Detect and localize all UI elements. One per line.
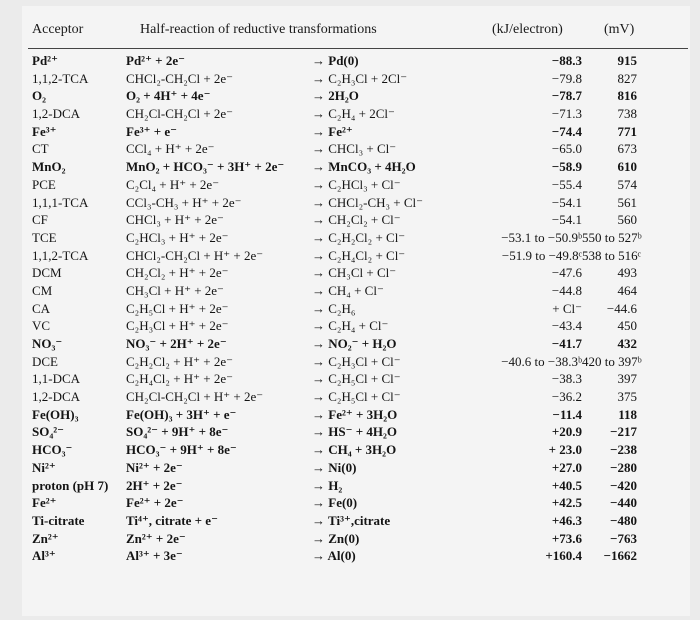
- table-row: [22, 317, 690, 335]
- table-row: [22, 406, 690, 424]
- cell-product: → NO₂⁻ + H₂O: [312, 336, 397, 351]
- cell-acceptor: Ti-citrate: [32, 512, 85, 528]
- cell-half-reaction: SO₄²⁻ + 9H⁺ + 8e⁻: [126, 424, 229, 440]
- table-row: [22, 441, 690, 459]
- cell-kj-per-electron: −43.4: [551, 318, 582, 334]
- cell-acceptor: Ni²⁺: [32, 459, 56, 475]
- cell-mv: 560: [617, 212, 637, 228]
- cell-half-reaction: HCO₃⁻ + 9H⁺ + 8e⁻: [126, 442, 237, 458]
- cell-product: → CH₄ + Cl⁻: [312, 282, 384, 298]
- cell-product: → Pd(0): [312, 53, 359, 68]
- table-row: [22, 512, 690, 530]
- cell-acceptor: Zn²⁺: [32, 530, 59, 546]
- cell-product: → C₂HCl₃ + Cl⁻: [312, 176, 401, 192]
- cell-acceptor: PCE: [32, 176, 56, 192]
- cell-half-reaction: CHCl₃ + H⁺ + 2e⁻: [126, 212, 224, 228]
- cell-mv: 420 to 397ᵇ: [582, 353, 642, 369]
- cell-half-reaction: Fe³⁺ + e⁻: [126, 123, 178, 139]
- cell-product: → Fe(0): [312, 495, 358, 511]
- cell-acceptor: 1,1,2-TCA: [32, 247, 89, 263]
- cell-kj-per-electron: −44.8: [551, 282, 582, 298]
- cell-acceptor: 1,2-DCA: [32, 389, 81, 405]
- cell-mv: 118: [618, 406, 637, 422]
- table-row: [22, 300, 690, 318]
- cell-half-reaction: CH₂Cl-CH₂Cl + 2e⁻: [126, 106, 234, 122]
- table-row: [22, 194, 690, 212]
- cell-product: → Ni(0): [312, 459, 357, 475]
- cell-half-reaction: NO₃⁻ + 2H⁺ + 2e⁻: [126, 336, 227, 351]
- cell-mv: −1662: [603, 548, 637, 564]
- cell-half-reaction: Fe(OH)₃ + 3H⁺ + e⁻: [126, 406, 237, 422]
- cell-mv: 538 to 516ᶜ: [582, 247, 641, 263]
- cell-kj-per-electron: +42.5: [551, 495, 582, 511]
- cell-product: → Ti³⁺,citrate: [312, 512, 391, 528]
- cell-half-reaction: CH₂Cl-CH₂Cl + H⁺ + 2e⁻: [126, 389, 264, 405]
- cell-product: → 2H₂O: [312, 88, 359, 104]
- cell-mv: 397: [617, 371, 637, 387]
- cell-mv: −44.6: [606, 300, 637, 316]
- cell-mv: 827: [617, 70, 637, 86]
- header-half-reaction: Half-reaction of reductive transformations: [140, 22, 377, 37]
- cell-product: → C₂H₄Cl₂ + Cl⁻: [312, 247, 406, 263]
- table-row: [22, 370, 690, 388]
- cell-kj-per-electron: −71.3: [551, 106, 582, 122]
- table-row: [22, 423, 690, 441]
- cell-half-reaction: CCl₄ + H⁺ + 2e⁻: [126, 141, 215, 157]
- cell-mv: 574: [617, 176, 637, 192]
- cell-kj-per-electron: +160.4: [545, 548, 582, 564]
- cell-acceptor: 1,1-DCA: [32, 371, 81, 387]
- cell-half-reaction: CH₃Cl + H⁺ + 2e⁻: [126, 282, 224, 298]
- table-row: [22, 530, 690, 548]
- cell-kj-per-electron: −47.6: [551, 265, 582, 281]
- cell-product: → HS⁻ + 4H₂O: [312, 424, 397, 440]
- table-row: [22, 335, 690, 353]
- cell-mv: 610: [617, 159, 637, 175]
- cell-kj-per-electron: −55.4: [551, 176, 582, 192]
- cell-kj-per-electron: −88.3: [551, 53, 582, 68]
- cell-mv: −440: [610, 495, 637, 511]
- cell-mv: 673: [617, 141, 637, 157]
- table-row: [22, 547, 690, 565]
- cell-product: → CH₄ + 3H₂O: [312, 442, 397, 458]
- cell-half-reaction: Fe²⁺ + 2e⁻: [126, 495, 184, 511]
- cell-acceptor: Fe³⁺: [32, 123, 57, 139]
- cell-kj-per-electron: + 23.0: [548, 442, 582, 458]
- table-row: [22, 87, 690, 105]
- cell-mv: 738: [617, 106, 637, 122]
- table-row: [22, 264, 690, 282]
- cell-half-reaction: CHCl₂-CH₂Cl + H⁺ + 2e⁻: [126, 247, 264, 263]
- cell-half-reaction: Ni²⁺ + 2e⁻: [126, 459, 183, 475]
- cell-acceptor: 1,1,1-TCA: [32, 194, 89, 210]
- cell-half-reaction: Pd²⁺ + 2e⁻: [126, 53, 185, 68]
- cell-product: → C₂H₆: [312, 300, 356, 316]
- cell-acceptor: CT: [32, 141, 49, 157]
- cell-half-reaction: Al³⁺ + 3e⁻: [126, 548, 183, 564]
- table-row: [22, 477, 690, 495]
- table-row: [22, 158, 690, 176]
- cell-kj-per-electron: −53.1 to −50.9ᵇ: [501, 229, 582, 245]
- cell-acceptor: Pd²⁺: [32, 53, 58, 68]
- cell-acceptor: CF: [32, 212, 48, 228]
- cell-product: → CH₂Cl₂ + Cl⁻: [312, 212, 401, 228]
- cell-product: → H₂: [312, 477, 343, 493]
- cell-mv: 450: [617, 318, 637, 334]
- cell-product: → C₂H₄ + 2Cl⁻: [312, 106, 395, 122]
- cell-product: → C₂H₃Cl + Cl⁻: [312, 353, 401, 369]
- cell-mv: −217: [610, 424, 637, 440]
- cell-acceptor: 1,1,2-TCA: [32, 70, 89, 86]
- cell-kj-per-electron: +20.9: [551, 424, 582, 440]
- cell-product: → Fe²⁺ + 3H₂O: [312, 406, 398, 422]
- cell-acceptor: CM: [32, 282, 53, 298]
- cell-acceptor: VC: [32, 318, 51, 334]
- header-rule: [28, 48, 688, 49]
- table-row: [22, 247, 690, 265]
- cell-acceptor: Fe(OH)₃: [32, 406, 79, 422]
- cell-half-reaction: C₂H₅Cl + H⁺ + 2e⁻: [126, 300, 229, 316]
- cell-product: → C₂H₂Cl₂ + Cl⁻: [312, 229, 406, 245]
- table-body: [22, 52, 690, 565]
- cell-mv: 375: [617, 389, 637, 405]
- cell-half-reaction: C₂Cl₄ + H⁺ + 2e⁻: [126, 176, 220, 192]
- cell-mv: 550 to 527ᵇ: [582, 229, 642, 245]
- cell-kj-per-electron: −78.7: [551, 88, 582, 104]
- cell-kj-per-electron: −11.4: [552, 406, 582, 422]
- cell-kj-per-electron: −54.1: [551, 212, 582, 228]
- cell-kj-per-electron: −51.9 to −49.8ᶜ: [501, 247, 582, 263]
- cell-half-reaction: CHCl₂-CH₂Cl + 2e⁻: [126, 70, 234, 86]
- table-header: [22, 12, 690, 48]
- cell-kj-per-electron: +46.3: [551, 512, 582, 528]
- cell-mv: −763: [610, 530, 637, 546]
- cell-product: → Zn(0): [312, 530, 360, 546]
- cell-kj-per-electron: −79.8: [551, 70, 582, 86]
- header-mv: (mV): [604, 22, 635, 37]
- cell-product: → CHCl₂-CH₃ + Cl⁻: [312, 194, 424, 210]
- cell-acceptor: TCE: [32, 229, 57, 245]
- cell-product: → CHCl₃ + Cl⁻: [312, 141, 397, 157]
- cell-half-reaction: C₂H₃Cl + H⁺ + 2e⁻: [126, 318, 229, 334]
- table-row: [22, 459, 690, 477]
- cell-mv: −420: [610, 477, 637, 493]
- cell-acceptor: proton (pH 7): [32, 477, 109, 493]
- cell-acceptor: Al³⁺: [32, 548, 56, 564]
- cell-kj-per-electron: −38.3: [551, 371, 582, 387]
- cell-acceptor: HCO₃⁻: [32, 442, 73, 458]
- cell-mv: 432: [617, 336, 637, 351]
- cell-acceptor: NO₃⁻: [32, 336, 63, 351]
- cell-kj-per-electron: −54.1: [551, 194, 582, 210]
- cell-kj-per-electron: +27.0: [551, 459, 582, 475]
- cell-kj-per-electron: + Cl⁻: [552, 300, 582, 316]
- cell-half-reaction: 2H⁺ + 2e⁻: [126, 477, 183, 493]
- header-acceptor: Acceptor: [32, 22, 84, 37]
- cell-product: → Al(0): [312, 548, 356, 564]
- cell-acceptor: 1,2-DCA: [32, 106, 81, 122]
- cell-mv: 561: [617, 194, 637, 210]
- cell-half-reaction: O₂ + 4H⁺ + 4e⁻: [126, 88, 211, 104]
- cell-acceptor: O₂: [32, 88, 47, 104]
- table-row: [22, 229, 690, 247]
- cell-acceptor: CA: [32, 300, 51, 316]
- cell-product: → MnCO₃ + 4H₂O: [312, 159, 416, 175]
- cell-half-reaction: C₂H₄Cl₂ + H⁺ + 2e⁻: [126, 371, 233, 387]
- cell-acceptor: DCE: [32, 353, 58, 369]
- cell-half-reaction: C₂HCl₃ + H⁺ + 2e⁻: [126, 229, 229, 245]
- cell-kj-per-electron: −41.7: [551, 336, 582, 351]
- cell-mv: −480: [610, 512, 637, 528]
- cell-kj-per-electron: −58.9: [551, 159, 582, 175]
- cell-half-reaction: Ti⁴⁺, citrate + e⁻: [126, 512, 218, 528]
- table-row: [22, 282, 690, 300]
- cell-mv: −280: [610, 459, 637, 475]
- cell-half-reaction: C₂H₂Cl₂ + H⁺ + 2e⁻: [126, 353, 233, 369]
- table-row: [22, 388, 690, 406]
- cell-mv: 464: [617, 282, 637, 298]
- cell-half-reaction: Zn²⁺ + 2e⁻: [126, 530, 186, 546]
- cell-product: → Fe²⁺: [312, 123, 353, 139]
- cell-product: → C₂H₅Cl + Cl⁻: [312, 389, 401, 405]
- cell-product: → C₂H₅Cl + Cl⁻: [312, 371, 401, 387]
- cell-half-reaction: CH₂Cl₂ + H⁺ + 2e⁻: [126, 265, 229, 281]
- cell-kj-per-electron: +73.6: [551, 530, 582, 546]
- cell-product: → C₂H₄ + Cl⁻: [312, 318, 389, 334]
- cell-mv: 493: [617, 265, 637, 281]
- table-row: [22, 140, 690, 158]
- table-row: [22, 211, 690, 229]
- table-row: [22, 105, 690, 123]
- cell-half-reaction: CCl₃-CH₃ + H⁺ + 2e⁻: [126, 194, 242, 210]
- cell-kj-per-electron: −65.0: [551, 141, 582, 157]
- cell-product: → CH₃Cl + Cl⁻: [312, 265, 397, 281]
- cell-acceptor: SO₄²⁻: [32, 424, 64, 440]
- cell-acceptor: DCM: [32, 265, 62, 281]
- cell-kj-per-electron: −74.4: [551, 123, 582, 139]
- cell-mv: 771: [617, 123, 637, 139]
- cell-half-reaction: MnO₂ + HCO₃⁻ + 3H⁺ + 2e⁻: [126, 159, 285, 175]
- cell-product: → C₂H₃Cl + 2Cl⁻: [312, 70, 408, 86]
- cell-mv: 915: [617, 53, 637, 68]
- cell-acceptor: Fe²⁺: [32, 495, 57, 511]
- header-kj-per-electron: (kJ/electron): [492, 22, 563, 37]
- cell-acceptor: MnO₂: [32, 159, 66, 175]
- cell-kj-per-electron: +40.5: [551, 477, 582, 493]
- cell-kj-per-electron: −40.6 to −38.3ᵇ: [501, 353, 582, 369]
- cell-mv: −238: [610, 442, 637, 458]
- table-page: [22, 6, 690, 616]
- cell-kj-per-electron: −36.2: [551, 389, 582, 405]
- table-row: [22, 494, 690, 512]
- cell-mv: 816: [617, 88, 637, 104]
- table-row: [22, 52, 690, 70]
- table-row: [22, 176, 690, 194]
- table-row: [22, 70, 690, 88]
- table-row: [22, 353, 690, 371]
- table-row: [22, 123, 690, 141]
